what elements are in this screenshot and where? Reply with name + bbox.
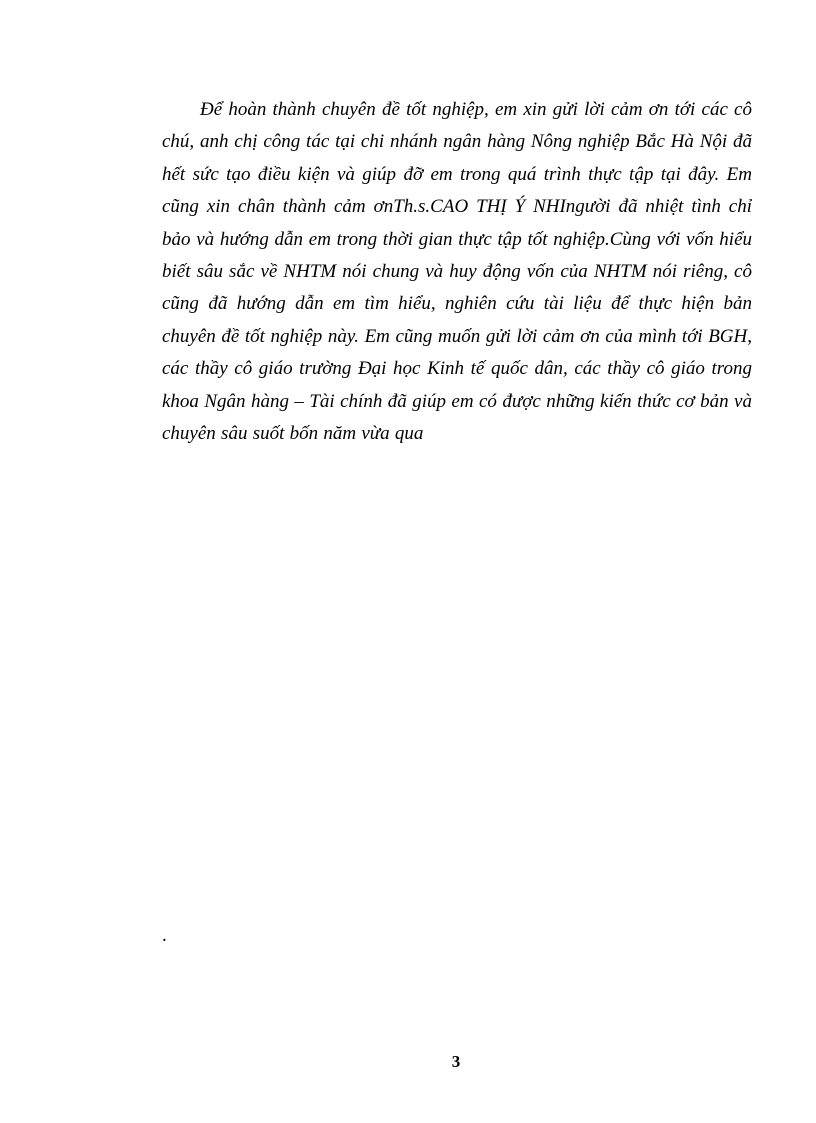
trailing-mark: . (162, 925, 167, 946)
acknowledgement-paragraph: Để hoàn thành chuyên đề tốt nghiệp, em xin gửi lời cảm ơn tới các cô chú, anh chị công tác tại chi nhánh ngân hàng Nông nghiệp Bắc Hà Nội đã hết sức tạo điều kiện và giúp đỡ em trong quá trình thực tập tại đây. Em cũng xin chân thành cảm ơnTh.s.CAO THỊ Ý NHIngười đã nhiệt tình chỉ bảo và hướng dẫn em trong thời gian thực tập tốt nghiệp.Cùng với vốn hiểu biết sâu sắc về NHTM nói chung và huy động vốn của NHTM nói riêng, cô cũng đã hướng dẫn em tìm hiểu, nghiên cứu tài liệu để thực hiện bản chuyên đề tốt nghiệp này. Em cũng muốn gửi lời cảm ơn của mình tới BGH, các thầy cô giáo trường Đại học Kinh tế quốc dân, các thầy cô giáo trong khoa Ngân hàng – Tài chính đã giúp em có được những kiến thức cơ bản và chuyên sâu suốt bốn năm vừa qua (162, 99, 752, 445)
page-number: 3 (451, 1052, 461, 1071)
